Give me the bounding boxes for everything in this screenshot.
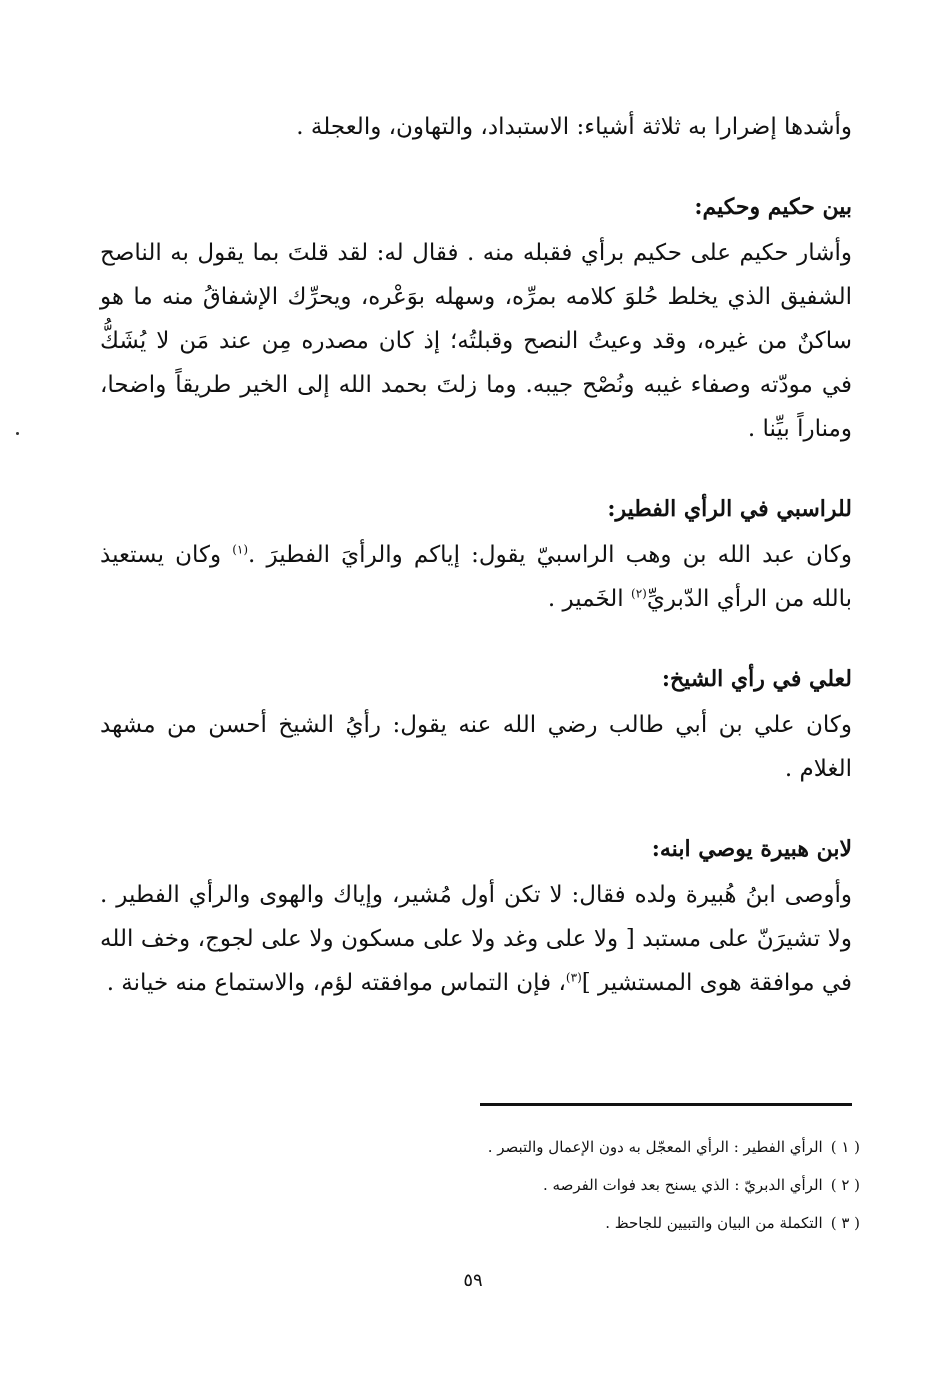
text-part: ، فإن التماس موافقته لؤم، والاستماع منه خيانة . (106, 970, 566, 996)
section-text (100, 533, 852, 621)
text-part: الخَمير . (547, 586, 631, 612)
footnote-number: ( ١ ) (830, 1138, 860, 1156)
footnote-number: ( ٣ ) (830, 1214, 860, 1232)
footnote-number: ( ٢ ) (830, 1176, 860, 1194)
footnote-ref: (١) (232, 542, 249, 557)
footnote-text: الرأي الفطير : الرأي المعجّل به دون الإعمال والتبصر . (487, 1138, 823, 1156)
section-text: وأشار حكيم على حكيم برأي فقبله منه . فقال له: لقد قلتَ بما يقول به الناصح الشفيق الذي يخلط حُلوَ كلامه بمرِّه، وسهله بوَعْره، ويحرِّك الإشفاقُ منه ما هو ساكنٌ من غيره، وقد وعيتُ النصح وقبلتُه؛ إذ كان مصدره مِن عند مَن لا يُشَكُّ في مودّته وصفاء غيبه ونُصْح جيبه. وما زلتَ بحمد الله إلى الخير طريقاً واضحا، ومناراً بيِّنا . (100, 240, 852, 442)
section-hubayra (100, 829, 852, 1005)
footnote-text: الرأي الدبريّ : الذي يسنح بعد فوات الفرصه . (543, 1176, 823, 1194)
section-text: وكان علي بن أبي طالب رضي الله عنه يقول: رأيُ الشيخ أحسن من مشهد الغلام . (100, 712, 852, 782)
footnote-item (100, 1204, 860, 1242)
section-ali (100, 659, 852, 791)
section-heading: بين حكيم وحكيم: (694, 194, 852, 220)
footnote-divider (480, 1103, 852, 1106)
page-body (100, 105, 852, 1005)
footnote-item (100, 1166, 860, 1204)
intro-line: وأشدها إضرارا به ثلاثة أشياء: الاستبداد، والتهاون، والعجلة . (296, 114, 852, 140)
section-heading: لعلي في رأي الشيخ: (661, 666, 852, 692)
footnote-item (100, 1128, 860, 1166)
section-rasibi (100, 489, 852, 621)
text-part: وأوصى ابنُ هُبيرة ولده فقال: لا تكن أول مُشير، وإياك والهوى والرأي الفطير . ولا تشيرَنّ على مستبد [ ولا على وغد ولا على مسكون ولا على لجوج، وخف الله في موافقة هوى المستشير ] (100, 882, 852, 996)
stray-dot (16, 432, 19, 435)
section-hakim (100, 187, 852, 451)
text-part: وكان يستعيذ بالله من الرأي الدّبريِّ (100, 542, 852, 612)
footnote-ref: (٣) (565, 970, 582, 985)
footnote-text: التكملة من البيان والتبيين للجاحظ . (605, 1214, 823, 1232)
footnote-ref: (٢) (631, 586, 647, 601)
section-text (100, 873, 852, 1005)
section-heading: للراسبي في الرأي الفطير: (607, 496, 852, 522)
page-number: ٥٩ (463, 1270, 483, 1291)
section-heading: لابن هبيرة يوصي ابنه: (651, 836, 852, 862)
footnotes (100, 1128, 860, 1242)
text-part: وكان عبد الله بن وهب الراسبيّ يقول: إياكم والرأيَ الفطيرَ . (248, 542, 852, 568)
